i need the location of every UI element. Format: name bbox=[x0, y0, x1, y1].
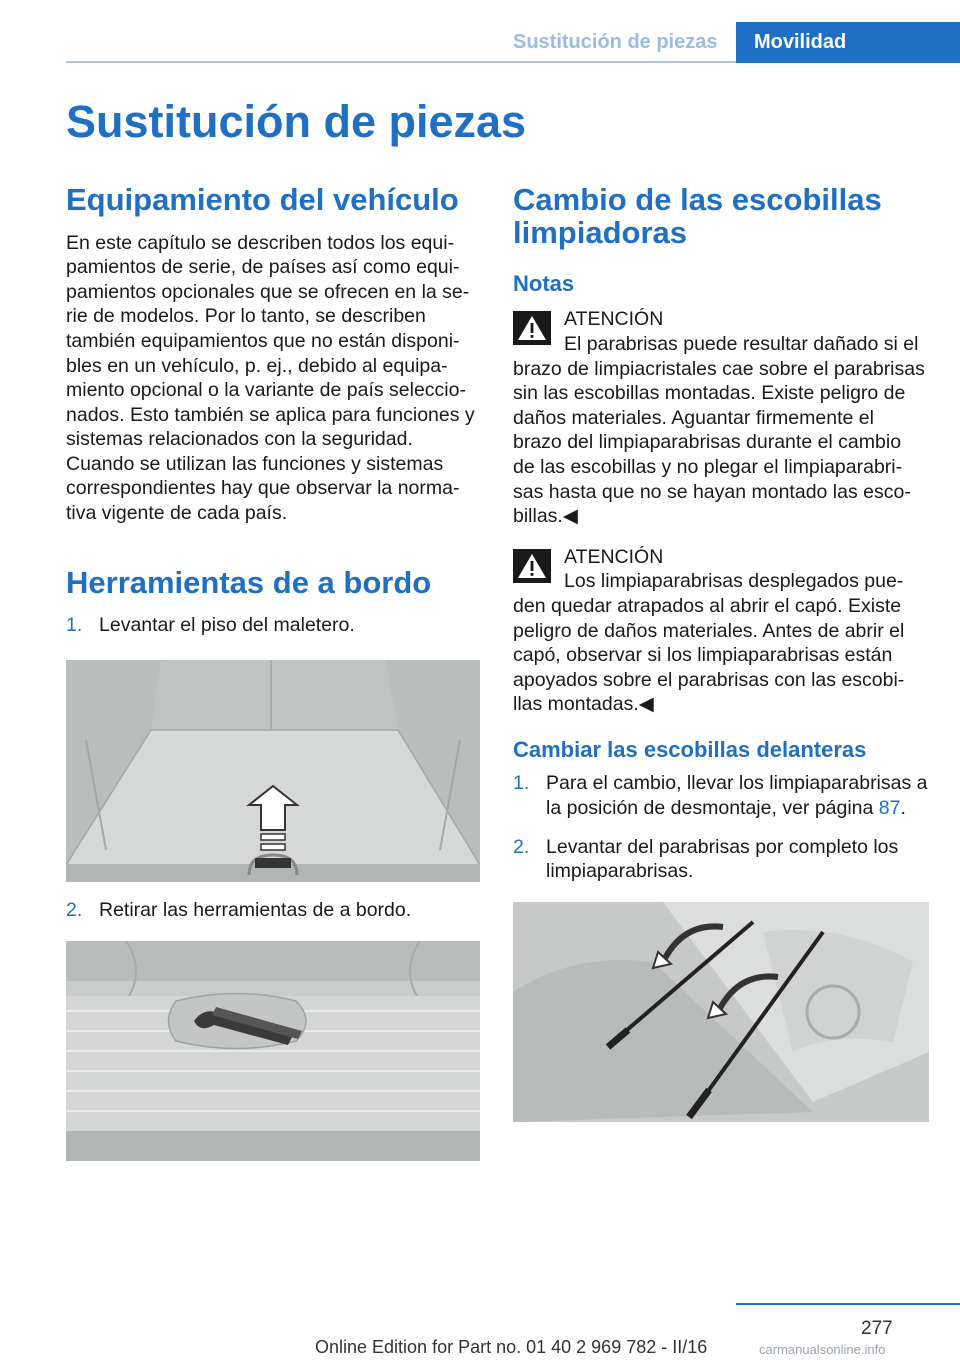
warning-icon bbox=[513, 549, 551, 583]
warning-first-line: Los limpiaparabrisas desplegados pue‐ bbox=[564, 570, 904, 593]
warning-label: ATENCIÓN bbox=[564, 308, 664, 331]
warning-icon bbox=[513, 311, 551, 345]
warning-body: den quedar atrapados al abrir el capó. Existe peligro de daños materiales. Antes de abrir el capó, observar si los limpiaparabrisas están apoyados sobre el parabrisas con las escobi‐ llas montadas.◀ bbox=[513, 595, 905, 716]
step-text: Levantar el piso del maletero. bbox=[99, 614, 355, 637]
page-title: Sustitución de piezas bbox=[66, 96, 527, 147]
page-link[interactable]: 87 bbox=[878, 796, 901, 819]
windshield-wipers-image bbox=[513, 902, 929, 1122]
step-text: Para el cambio, llevar los limpiaparabrisas a bbox=[546, 772, 928, 795]
trunk-floor-image bbox=[66, 660, 480, 882]
warning-label: ATENCIÓN bbox=[564, 545, 664, 568]
left-column bbox=[66, 184, 480, 1161]
windshield-wipers-illustration bbox=[513, 902, 929, 1122]
trunk-floor-illustration bbox=[66, 660, 480, 882]
equipment-heading: Equipamiento del vehículo bbox=[66, 182, 459, 217]
watermark: carmanualsonline.info bbox=[759, 1342, 886, 1357]
warning-2 bbox=[513, 545, 929, 717]
right-column bbox=[513, 184, 929, 1122]
footer-rule bbox=[736, 1303, 960, 1305]
step-number: 1. bbox=[513, 772, 530, 795]
step-number: 2. bbox=[513, 835, 530, 858]
header-section-title: Sustitución de piezas bbox=[513, 31, 718, 53]
header-chapter-tab: Movilidad bbox=[736, 22, 960, 63]
tools-step-2 bbox=[66, 898, 480, 923]
step-text: Levantar del parabrisas por completo los bbox=[546, 835, 899, 858]
tools-heading: Herramientas de a bordo bbox=[66, 564, 432, 600]
front-wipers-heading: Cambiar las escobillas delanteras bbox=[513, 736, 867, 762]
onboard-tools-image bbox=[66, 941, 480, 1161]
warning-1 bbox=[513, 307, 929, 528]
step-text-line-2: limpiaparabrisas. bbox=[546, 860, 694, 883]
warning-first-line: El parabrisas puede resultar dañado si el bbox=[564, 333, 919, 356]
notes-heading: Notas bbox=[513, 271, 575, 297]
page-number: 277 bbox=[861, 1318, 893, 1339]
wiper-heading: Cambio de las escobillas limpiadoras bbox=[513, 182, 882, 250]
wiper-step-2 bbox=[513, 835, 929, 884]
step-text: Retirar las herramientas de a bordo. bbox=[99, 898, 412, 921]
onboard-tools-illustration bbox=[66, 941, 480, 1161]
warning-body: brazo de limpiacristales cae sobre el parabrisas sin las escobillas montadas. Existe peligro de daños materiales. Aguantar firmemente el brazo del limpiaparabrisas durante el cambio de las escobillas y no plegar el limpiaparabri‐ sas hasta que no se hayan montado las esco‐ billas.◀ bbox=[513, 357, 925, 528]
step-number: 2. bbox=[66, 898, 83, 921]
header-rule bbox=[66, 61, 736, 63]
equipment-paragraph: En este capítulo se describen todos los equi‐ pamientos de serie, de países así como equi‐ pamientos opcionales que se ofrecen en la se‐ rie de modelos. Por lo tanto, se describen también equipamientos que no están disponi‐ bles en un vehículo, p. ej., debido al equipa‐ miento opcional o la variante de país seleccio‐ nados. Esto también se aplica para funciones y sistemas relacionados con la seguridad. Cuando se utilizan las funciones y sistemas correspondientes hay que observar la norma‐ tiva vigente de cada país. bbox=[66, 231, 475, 525]
edition-text: Online Edition for Part no. 01 40 2 969 782 - II/16 bbox=[315, 1337, 708, 1357]
step-text-line-2: la posición de desmontaje, ver página 87. bbox=[546, 796, 906, 819]
tools-step-1 bbox=[66, 613, 480, 638]
wiper-step-1 bbox=[513, 771, 929, 820]
step-number: 1. bbox=[66, 614, 83, 637]
